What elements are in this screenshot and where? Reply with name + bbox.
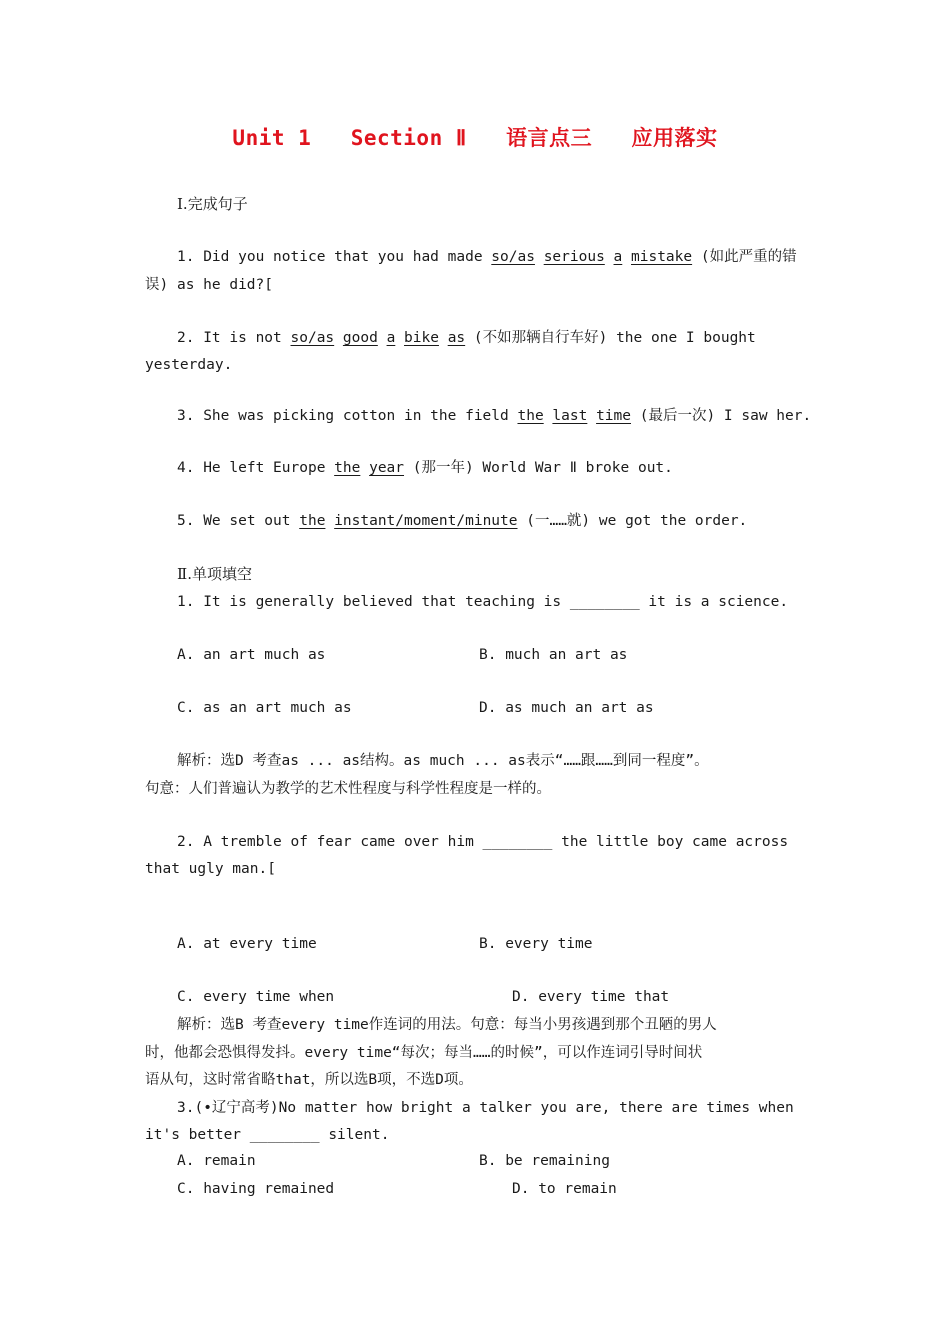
question-1-explanation-1: 解析：选D 考查as ... as结构。as much ... as表示“……跟……到同一程度”。 <box>177 753 709 769</box>
sentence-2-line-1: 2. It is not so/as good a bike as (不如那辆自行车好) the one I bought <box>177 330 756 346</box>
sentence-5: 5. We set out the instant/moment/minute (一……就) we got the order. <box>177 513 748 529</box>
question-1-option-c: C. as an art much as <box>177 700 352 716</box>
question-3-stem-2: it's better ________ silent. <box>145 1127 390 1143</box>
sentence-4: 4. He left Europe the year (那一年) World War Ⅱ broke out. <box>177 460 673 476</box>
question-2-stem-2: that ugly man.[ <box>145 861 276 877</box>
question-1-explanation-2: 句意：人们普遍认为教学的艺术性程度与科学性程度是一样的。 <box>145 781 551 797</box>
question-1-option-a: A. an art much as <box>177 647 326 663</box>
sentence-2-line-2: yesterday. <box>145 357 233 373</box>
question-2-stem-1: 2. A tremble of fear came over him ________ the little boy came across <box>177 834 789 850</box>
question-2-option-b: B. every time <box>479 936 593 952</box>
question-3-option-c: C. having remained <box>177 1181 335 1197</box>
question-3-option-b: B. be remaining <box>479 1153 610 1169</box>
sentence-1-line-2: 误) as he did?[ <box>145 277 273 293</box>
question-2-option-c: C. every time when <box>177 989 335 1005</box>
question-2-option-a: A. at every time <box>177 936 317 952</box>
page-title: Unit 1 Section Ⅱ 语言点三 应用落实 <box>232 126 718 150</box>
question-3-option-d: D. to remain <box>512 1181 617 1197</box>
question-2-explanation-1: 解析：选B 考查every time作连词的用法。句意：每当小男孩遇到那个丑陋的男人 <box>177 1017 717 1033</box>
sentence-1-line-1: 1. Did you notice that you had made so/as serious a mistake (如此严重的错 <box>177 249 797 265</box>
section-heading-1: Ⅰ.完成句子 <box>177 195 248 213</box>
question-1-stem: 1. It is generally believed that teaching is ________ it is a science. <box>177 594 789 610</box>
question-1-option-b: B. much an art as <box>479 647 628 663</box>
question-2-explanation-3: 语从句，这时常省略that，所以选B项，不选D项。 <box>145 1072 473 1088</box>
section-heading-2: Ⅱ.单项填空 <box>177 565 252 583</box>
sentence-3: 3. She was picking cotton in the field the last time (最后一次) I saw her. <box>177 408 812 424</box>
question-2-option-d: D. every time that <box>512 989 670 1005</box>
question-3-option-a: A. remain <box>177 1153 256 1169</box>
question-1-option-d: D. as much an art as <box>479 700 654 716</box>
question-2-explanation-2: 时，他都会恐惧得发抖。every time“每次；每当……的时候”，可以作连词引导时间状 <box>145 1045 703 1061</box>
question-3-stem-1: 3.(•辽宁高考)No matter how bright a talker you are, there are times when <box>177 1100 794 1116</box>
